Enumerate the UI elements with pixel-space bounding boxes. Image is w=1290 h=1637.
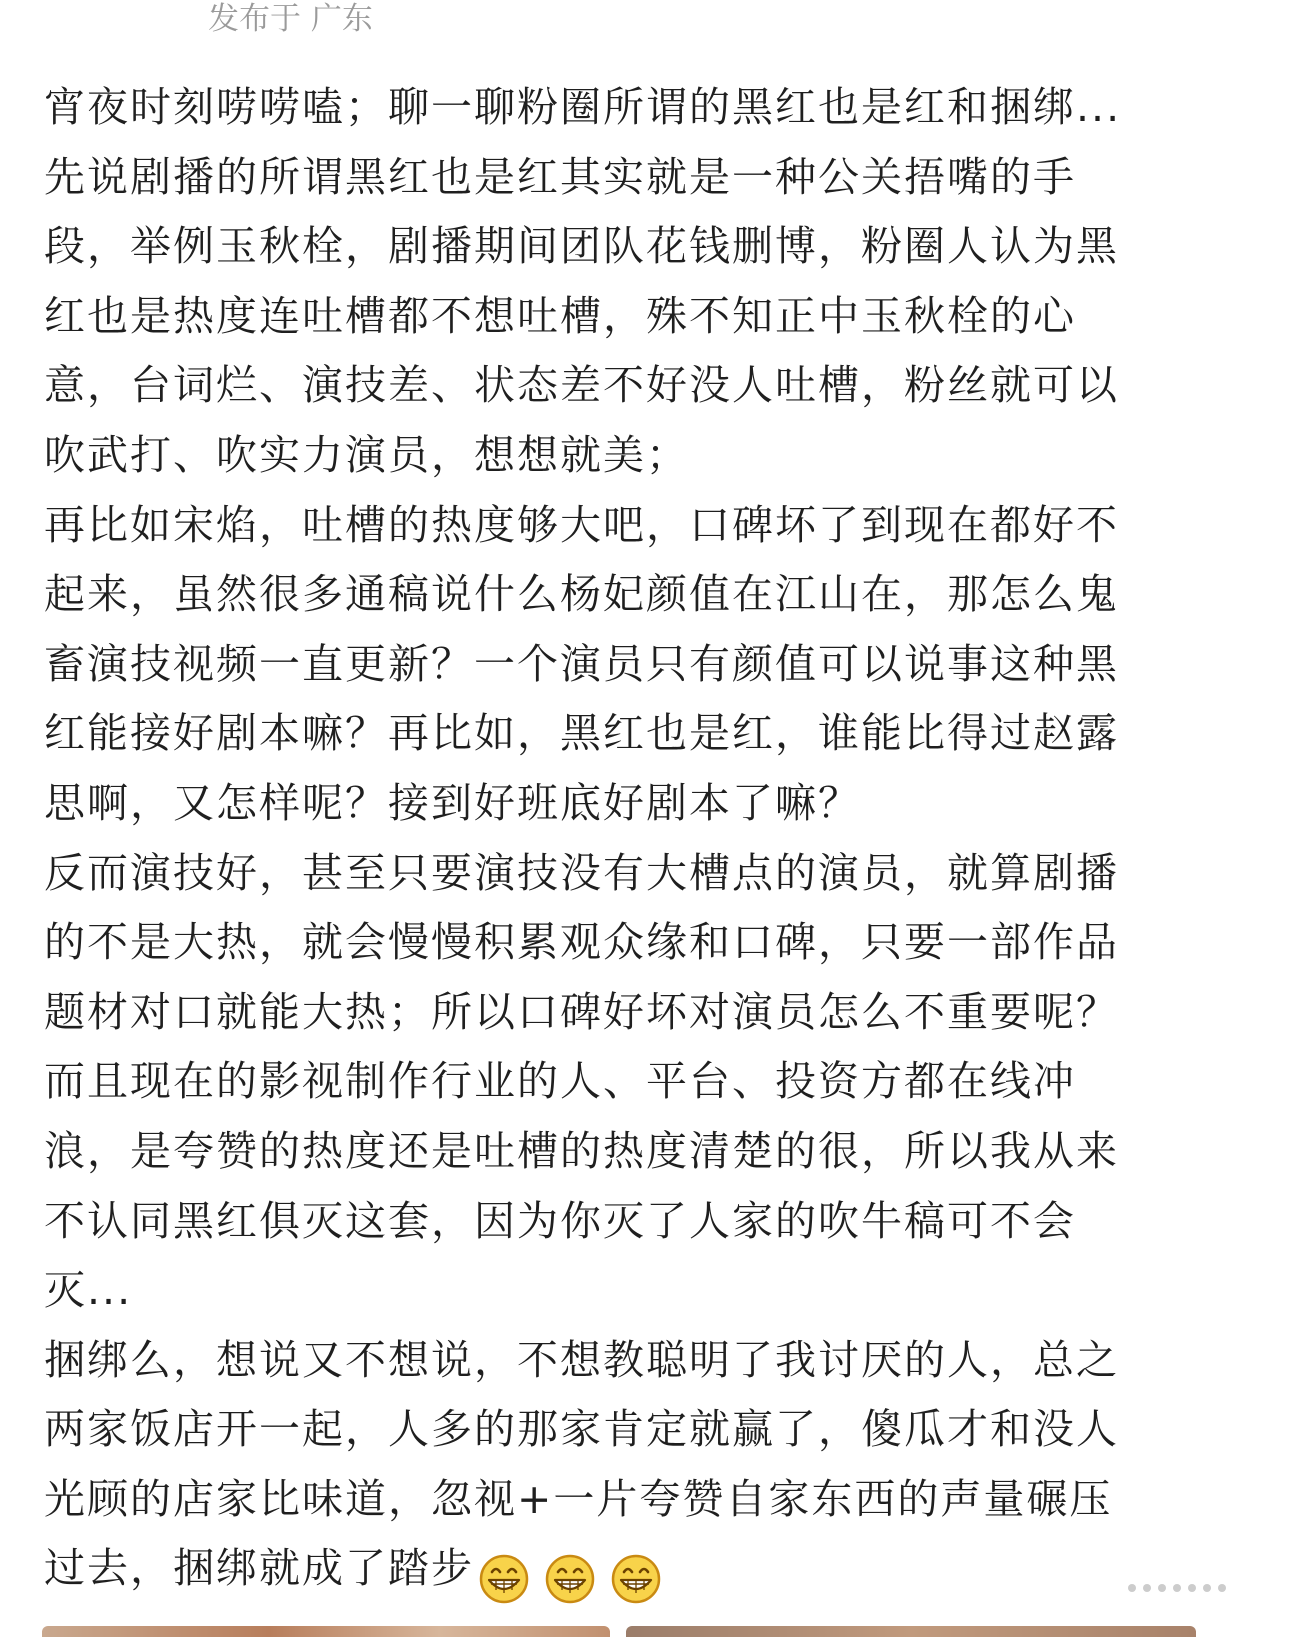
post-line: 段，举例玉秋栓，剧播期间团队花钱删博，粉圈人认为黑 (44, 222, 1119, 271)
post-line: 两家饭店开一起，人多的那家肯定就赢了，傻瓜才和没人 (44, 1405, 1119, 1454)
post-line: 捆绑么，想说又不想说，不想教聪明了我讨厌的人，总之 (44, 1335, 1119, 1384)
post-line: 灭... (44, 1266, 133, 1315)
more-dots-icon[interactable] (1126, 1578, 1236, 1598)
post-text (44, 73, 1254, 1604)
attached-image-thumbnail[interactable] (626, 1626, 1196, 1637)
post-line: 浪，是夸赞的热度还是吐槽的热度清楚的很，所以我从来 (44, 1126, 1119, 1175)
post-line: 意，台词烂、演技差、状态差不好没人吐槽，粉丝就可以 (44, 361, 1119, 410)
grin-emoji-icon (478, 1553, 530, 1604)
post-line: 起来，虽然很多通稿说什么杨妃颜值在江山在，那怎么鬼 (44, 570, 1119, 619)
post-line: 红也是热度连吐槽都不想吐槽，殊不知正中玉秋栓的心 (44, 291, 1076, 340)
attached-image-thumbnail[interactable] (42, 1626, 610, 1637)
post-line: 的不是大热，就会慢慢积累观众缘和口碑，只要一部作品 (44, 918, 1119, 967)
post-line: 思啊，又怎样呢？接到好班底好剧本了嘛？ (44, 778, 861, 827)
post-line: 红能接好剧本嘛？再比如，黑红也是红，谁能比得过赵露 (44, 709, 1119, 758)
post-line: 题材对口就能大热；所以口碑好坏对演员怎么不重要呢？ (44, 987, 1119, 1036)
post-line: 宵夜时刻唠唠嗑；聊一聊粉圈所谓的黑红也是红和捆绑... (44, 83, 1122, 131)
post-location: 发布于 广东 (208, 1, 373, 37)
post-line: 再比如宋焰，吐槽的热度够大吧，口碑坏了到现在都好不 (44, 500, 1119, 549)
post-line: 反而演技好，甚至只要演技没有大槽点的演员，就算剧播 (44, 848, 1119, 897)
post-line-last (44, 1534, 1254, 1604)
post-line: 吹武打、吹实力演员，想想就美； (44, 430, 689, 479)
grin-emoji-icon (544, 1553, 596, 1604)
post-line: 而且现在的影视制作行业的人、平台、投资方都在线冲 (44, 1057, 1076, 1106)
post-line: 光顾的店家比味道，忽视+一片夸赞自家东西的声量碾压 (44, 1474, 1113, 1523)
emoji-group (478, 1542, 676, 1604)
grin-emoji-icon (610, 1553, 662, 1604)
post-line: 畜演技视频一直更新？一个演员只有颜值可以说事这种黑 (44, 639, 1119, 688)
post-line: 先说剧播的所谓黑红也是红其实就是一种公关捂嘴的手 (44, 152, 1076, 201)
post-line-text: 过去，捆绑就成了踏步 (44, 1544, 474, 1593)
post-line: 不认同黑红俱灭这套，因为你灭了人家的吹牛稿可不会 (44, 1196, 1076, 1245)
